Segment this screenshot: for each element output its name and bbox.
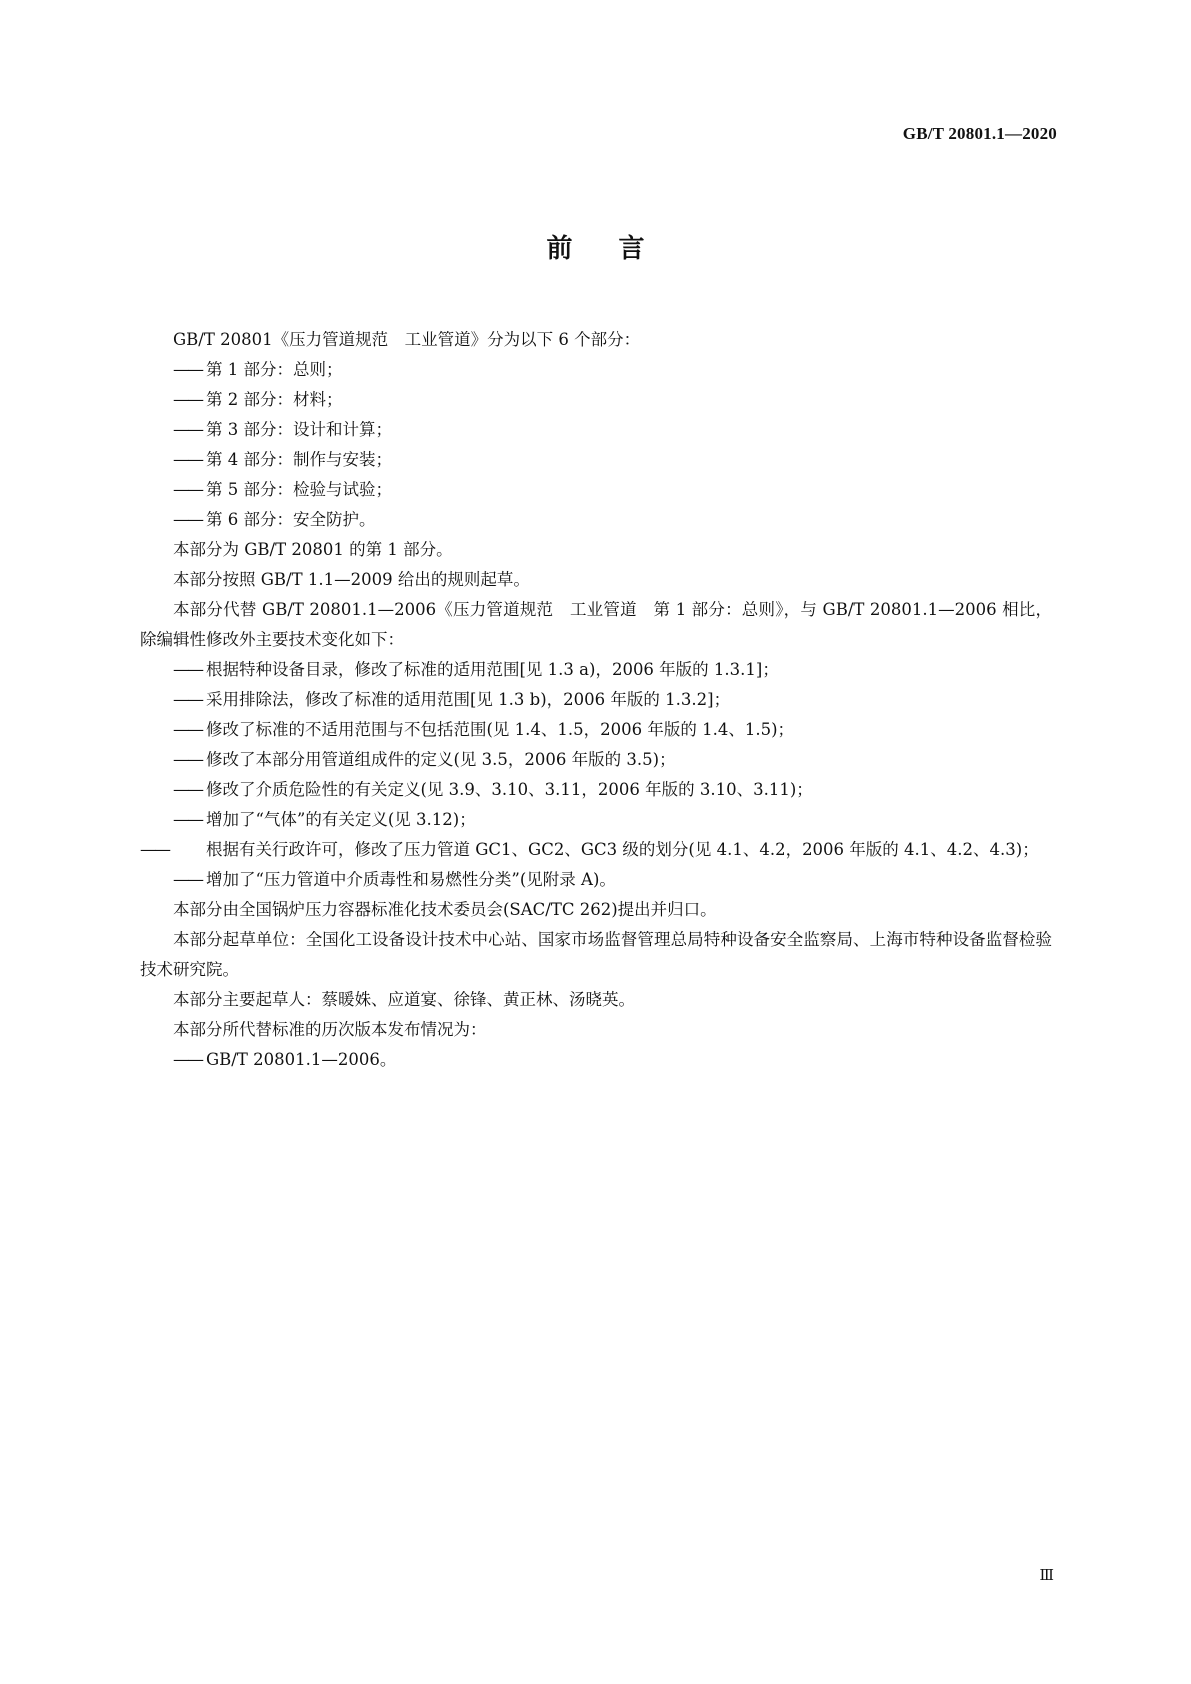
list-item-text: 第 2 部分：材料； (206, 390, 343, 409)
dash: —— (173, 510, 202, 529)
list-item-text: 第 3 部分：设计和计算； (206, 420, 392, 439)
dash: —— (140, 840, 169, 859)
list-item-change-1 (140, 655, 1052, 685)
foreword-body (140, 325, 1052, 1075)
page-number: Ⅲ (1039, 1566, 1054, 1584)
list-item-part-3 (140, 415, 1052, 445)
list-item-text: 第 1 部分：总则； (206, 360, 343, 379)
list-item-change-8 (140, 865, 1052, 895)
list-item-part-1 (140, 355, 1052, 385)
history-paragraph: 本部分所代替标准的历次版本发布情况为： (173, 1020, 487, 1039)
drafting-units-paragraph: 本部分起草单位：全国化工设备设计技术中心站、国家市场监督管理总局特种设备安全监察局、上海市特种设备监督检验技术研究院。 (140, 930, 1052, 979)
dash: —— (173, 420, 202, 439)
dash: —— (173, 810, 202, 829)
part-of-paragraph: 本部分为 GB/T 20801 的第 1 部分。 (173, 540, 453, 559)
list-item-text: 修改了本部分用管道组成件的定义(见 3.5，2006 年版的 3.5)； (206, 750, 676, 769)
list-item-part-5 (140, 475, 1052, 505)
list-item-text: 第 4 部分：制作与安装； (206, 450, 392, 469)
dash: —— (173, 480, 202, 499)
intro-paragraph: GB/T 20801《压力管道规范 工业管道》分为以下 6 个部分： (173, 330, 641, 349)
list-item-change-7 (140, 835, 1052, 865)
replaces-paragraph: 本部分代替 GB/T 20801.1—2006《压力管道规范 工业管道 第 1 部分：总则》，与 GB/T 20801.1—2006 相比，除编辑性修改外主要技术变化如下： (140, 600, 1052, 649)
list-item-part-4 (140, 445, 1052, 475)
dash: —— (173, 360, 202, 379)
dash: —— (173, 750, 202, 769)
list-item-text: 根据特种设备目录，修改了标准的适用范围[见 1.3 a)，2006 年版的 1.3.1]； (206, 660, 779, 679)
dash: —— (173, 720, 202, 739)
dash: —— (173, 660, 202, 679)
list-item-text: 第 5 部分：检验与试验； (206, 480, 392, 499)
list-item-text: 修改了介质危险性的有关定义(见 3.9、3.10、3.11，2006 年版的 3.10、3.11)； (206, 780, 813, 799)
list-item-change-6 (140, 805, 1052, 835)
list-item-text: 根据有关行政许可，修改了压力管道 GC1、GC2、GC3 级的划分(见 4.1、4.2，2006 年版的 4.1、4.2、4.3)； (206, 840, 1039, 859)
standard-code: GB/T 20801.1—2020 (902, 124, 1057, 143)
proposed-by-paragraph: 本部分由全国锅炉压力容器标准化技术委员会(SAC/TC 262)提出并归口。 (173, 900, 717, 919)
list-item-text: GB/T 20801.1—2006。 (206, 1050, 397, 1069)
list-item-change-5 (140, 775, 1052, 805)
dash: —— (173, 450, 202, 469)
list-item-history-1 (140, 1045, 1052, 1075)
dash: —— (173, 690, 202, 709)
list-item-text: 修改了标准的不适用范围与不包括范围(见 1.4、1.5，2006 年版的 1.4、1.5)； (206, 720, 795, 739)
list-item-change-2 (140, 685, 1052, 715)
dash: —— (173, 870, 202, 889)
list-item-part-2 (140, 385, 1052, 415)
list-item-text: 采用排除法，修改了标准的适用范围[见 1.3 b)，2006 年版的 1.3.2]； (206, 690, 731, 709)
list-item-change-3 (140, 715, 1052, 745)
list-item-part-6 (140, 505, 1052, 535)
page-title: 前言 (546, 234, 691, 264)
list-item-text: 增加了“压力管道中介质毒性和易燃性分类”(见附录 A)。 (206, 870, 616, 889)
list-item-text: 增加了“气体”的有关定义(见 3.12)； (206, 810, 476, 829)
drafting-rules-paragraph: 本部分按照 GB/T 1.1—2009 给出的规则起草。 (173, 570, 530, 589)
dash: —— (173, 390, 202, 409)
list-item-change-4 (140, 745, 1052, 775)
list-item-text: 第 6 部分：安全防护。 (206, 510, 376, 529)
dash: —— (173, 1050, 202, 1069)
dash: —— (173, 780, 202, 799)
drafters-paragraph: 本部分主要起草人：蔡暖姝、应道宴、徐锋、黄正林、汤晓英。 (173, 990, 635, 1009)
